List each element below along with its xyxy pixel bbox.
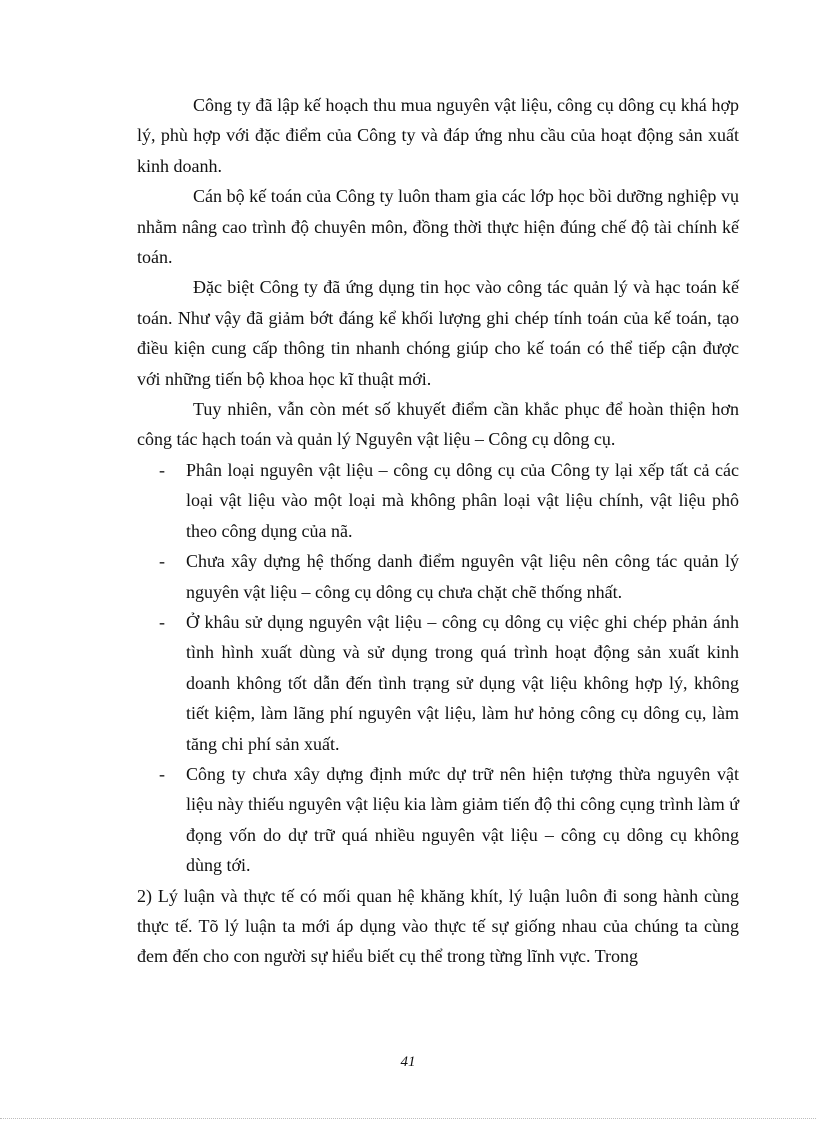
list-item [137,546,739,607]
list-item [137,455,739,546]
dash-marker: - [159,459,165,480]
dash-marker: - [159,611,165,632]
paragraph-accounting-staff: Cán bộ kế toán của Công ty luôn tham gia các lớp học bồi dưỡng nghiệp vụ nhằm nâng cao trình độ chuyên môn, đồng thời thực hiện đúng chế độ tài chính kế toán. [137,186,739,268]
list-item [137,607,739,759]
list-item-text: Chưa xây dựng hệ thống danh điểm nguyên vật liệu nên công tác quản lý nguyên vật liệu – công cụ dông cụ chưa chặt chẽ thống nhất. [186,551,739,602]
list-item [137,759,739,881]
paragraph-shortcomings: Tuy nhiên, vẫn còn mét số khuyết điểm cần khắc phục để hoàn thiện hơn công tác hạch toán và quản lý Nguyên vật liệu – Công cụ dông cụ. [137,399,739,450]
page-body [137,90,739,972]
footer-divider [0,1118,816,1119]
list-item-text: Ở khâu sử dụng nguyên vật liệu – công cụ dông cụ việc ghi chép phản ánh tình hình xuất dùng và sử dụng trong quá trình hoạt động sản xuất kinh doanh không tốt dẫn đến tình trạng sử dụng vật liệu không hợp lý, không tiết kiệm, làm lãng phí nguyên vật liệu, làm hư hỏng công cụ dông cụ, làm tăng chi phí sản xuất. [186,611,739,754]
list-item-text: Công ty chưa xây dựng định mức dự trữ nên hiện tượng thừa nguyên vật liệu này thiếu nguyên vật liệu kia làm giảm tiến độ thi công cụng trình làm ứ đọng vốn do dự trữ quá nhiều nguyên vật liệu – công cụ dông cụ không dùng tới. [186,763,739,876]
paragraph-purchasing-plan: Công ty đã lập kế hoạch thu mua nguyên vật liệu, công cụ dông cụ khá hợp lý, phù hợp với đặc điểm của Công ty và đáp ứng nhu cầu của hoạt động sản xuất kinh doanh. [137,95,739,176]
dash-marker: - [159,551,165,572]
page-number: 41 [400,1054,416,1070]
list-item-text: Phân loại nguyên vật liệu – công cụ dông cụ của Công ty lại xếp tất cả các loại vật liệu vào một loại mà không phân loại vật liệu chính, vật liệu phô theo công dụng của nã. [186,459,739,541]
dash-marker: - [159,763,165,784]
paragraph-theory-practice: 2) Lý luận và thực tế có mối quan hệ khăng khít, lý luận luôn đi song hành cùng thực tế. Tõ lý luận ta mới áp dụng vào thực tế sự giống nhau của chúng ta cùng đem đến cho con người sự hiểu biết cụ thể trong từng lĩnh vực. Trong [137,885,739,967]
paragraph-it-application: Đặc biệt Công ty đã ứng dụng tin học vào công tác quản lý và hạc toán kế toán. Như vậy đã giảm bớt đáng kể khối lượng ghi chép tính toán của kế toán, tạo điều kiện cung cấp thông tin nhanh chóng giúp cho kế toán có thể tiếp cận được với những tiến bộ khoa học kĩ thuật mới. [137,277,739,389]
shortcomings-list [137,455,739,881]
